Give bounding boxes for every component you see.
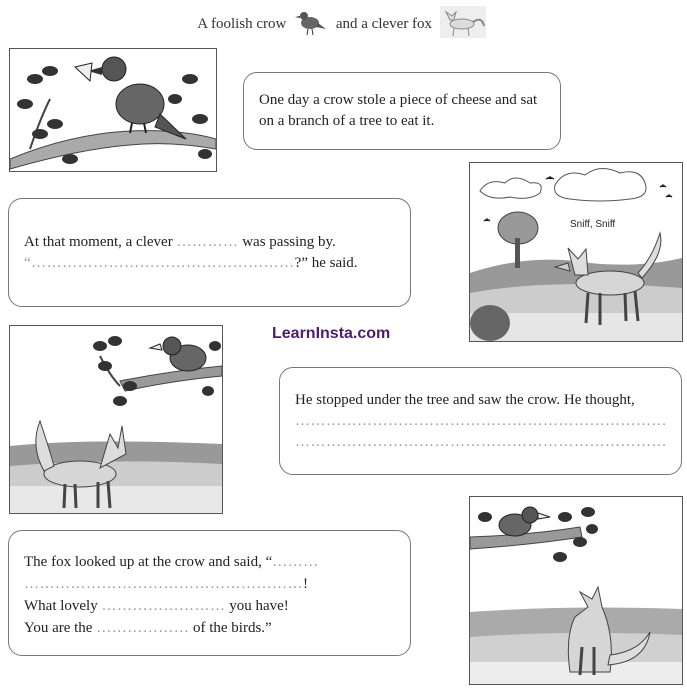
title-part-2: and a clever fox xyxy=(335,15,433,32)
story-box-4-line-2 xyxy=(24,573,400,595)
title-part-1: A foolish crow xyxy=(197,15,287,32)
fill-blank-speech[interactable]: “…………………………………………… xyxy=(24,255,295,271)
box4-text-d: you have! xyxy=(229,598,289,614)
fill-blank-queen[interactable]: ……………… xyxy=(96,620,190,636)
story-box-1 xyxy=(243,72,561,150)
box2-text-a: At that moment, a clever xyxy=(24,234,173,250)
story-box-2-line-2 xyxy=(24,253,396,274)
illustration-crow-branch xyxy=(9,48,217,172)
box4-text-c: What lovely xyxy=(24,598,98,614)
box4-text-b: ! xyxy=(303,576,308,592)
story-box-3 xyxy=(279,367,682,475)
story-box-4-line-1 xyxy=(24,551,400,573)
illustration-fox-sniffing xyxy=(469,162,683,342)
watermark: LearnInsta.com xyxy=(272,325,391,342)
box4-text-a: The fox looked up at the crow and said, “ xyxy=(24,554,273,570)
box4-text-f: of the birds.” xyxy=(192,620,272,636)
story-box-2 xyxy=(8,198,411,307)
illustration-fox-sitting xyxy=(469,496,683,685)
sniff-text: Sniff, Sniff xyxy=(570,219,616,230)
story-box-4-line-3 xyxy=(24,595,400,617)
fill-blank-feathers[interactable]: …………………… xyxy=(101,598,226,614)
story-box-2-line-1 xyxy=(24,232,396,253)
fill-blank-greeting-1[interactable]: ……… xyxy=(272,554,319,570)
box2-text-c: ?” he said. xyxy=(294,255,358,271)
fill-blank-thought-2[interactable]: ……………………………………………………………… xyxy=(295,434,667,450)
box4-text-e: You are the xyxy=(24,620,93,636)
page-title xyxy=(0,6,687,43)
box2-text-b: was passing by. xyxy=(242,234,336,250)
fill-blank-greeting-2[interactable]: ……………………………………………… xyxy=(24,576,303,592)
fill-blank-animal[interactable]: ………… xyxy=(176,234,239,250)
fox-icon xyxy=(440,6,486,43)
fill-blank-thought-1[interactable]: ……………………………………………………………… xyxy=(295,413,667,429)
story-box-1-text: One day a crow stole a piece of cheese and sat on a branch of a tree to eat it. xyxy=(259,92,538,129)
illustration-fox-looking-up xyxy=(9,325,223,514)
story-box-3-line-1: He stopped under the tree and saw the crow. He thought, xyxy=(295,392,635,408)
story-box-4 xyxy=(8,530,411,656)
story-box-4-line-4 xyxy=(24,617,400,639)
crow-icon xyxy=(294,7,328,42)
